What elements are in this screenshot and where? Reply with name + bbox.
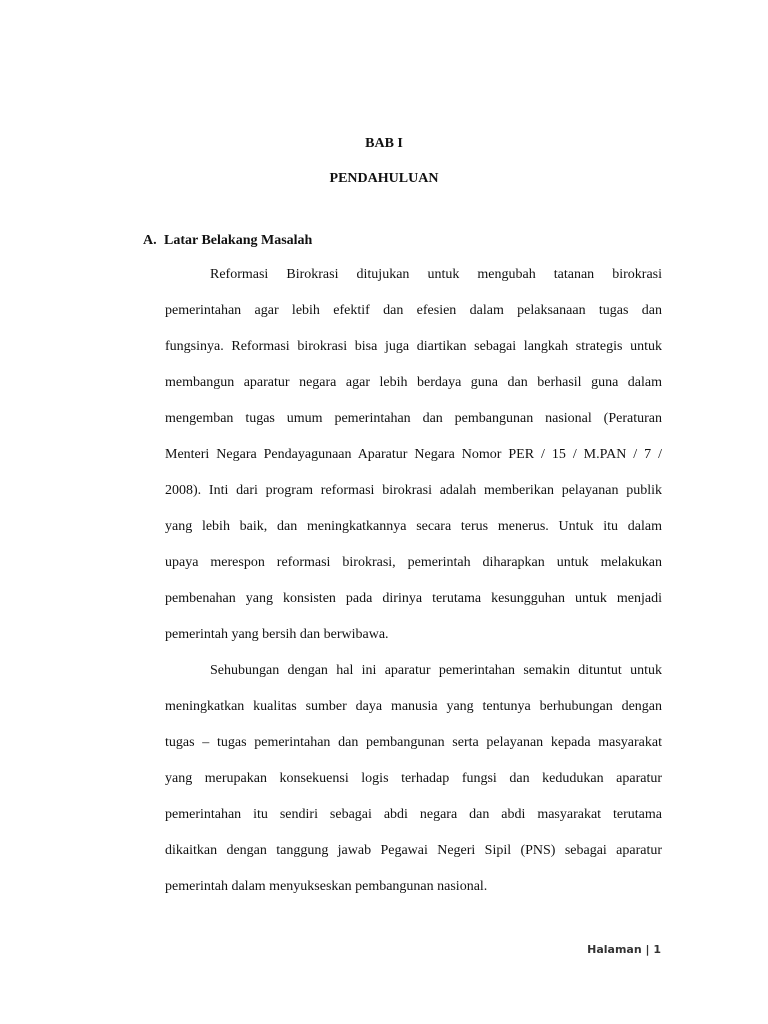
paragraph-line: Reformasi Birokrasi ditujukan untuk mengubah tatanan birokrasi xyxy=(210,267,662,282)
paragraph-line: membangun aparatur negara agar lebih berdaya guna dan berhasil guna dalam xyxy=(165,375,662,390)
section-heading xyxy=(143,233,312,249)
paragraph-line: yang lebih baik, dan meningkatkannya secara terus menerus. Untuk itu dalam xyxy=(165,519,662,534)
paragraph-line: meningkatkan kualitas sumber daya manusia yang tentunya berhubungan dengan xyxy=(165,699,662,714)
paragraph-line: mengemban tugas umum pemerintahan dan pembangunan nasional (Peraturan xyxy=(165,411,662,426)
paragraph-line: upaya merespon reformasi birokrasi, pemerintah diharapkan untuk melakukan xyxy=(165,555,662,570)
page-number-footer: Halaman | 1 xyxy=(587,943,661,956)
paragraph-line: pembenahan yang konsisten pada dirinya terutama kesungguhan untuk menjadi xyxy=(165,591,662,606)
paragraph-line: pemerintah dalam menyukseskan pembangunan nasional. xyxy=(165,879,488,894)
paragraph-line: yang merupakan konsekuensi logis terhadap fungsi dan kedudukan aparatur xyxy=(165,771,662,786)
chapter-title: PENDAHULUAN xyxy=(329,171,439,186)
paragraph-line: Sehubungan dengan hal ini aparatur pemerintahan semakin dituntut untuk xyxy=(210,663,662,678)
section-number: A. xyxy=(143,233,157,248)
paragraph-line: tugas – tugas pemerintahan dan pembangunan serta pelayanan kepada masyarakat xyxy=(165,735,662,750)
section-title: Latar Belakang Masalah xyxy=(164,233,313,248)
paragraph-line: pemerintah yang bersih dan berwibawa. xyxy=(165,627,389,642)
paragraph-line: Menteri Negara Pendayagunaan Aparatur Negara Nomor PER / 15 / M.PAN / 7 / xyxy=(165,447,662,462)
paragraph-line: fungsinya. Reformasi birokrasi bisa juga diartikan sebagai langkah strategis untuk xyxy=(165,339,662,354)
paragraph-line: 2008). Inti dari program reformasi birokrasi adalah memberikan pelayanan publik xyxy=(165,483,662,498)
paragraph-line: pemerintahan agar lebih efektif dan efesien dalam pelaksanaan tugas dan xyxy=(165,303,662,318)
paragraph-line: dikaitkan dengan tanggung jawab Pegawai Negeri Sipil (PNS) sebagai aparatur xyxy=(165,843,662,858)
paragraph-1 xyxy=(165,257,662,653)
paragraph-2 xyxy=(165,653,662,905)
paragraph-line: pemerintahan itu sendiri sebagai abdi negara dan abdi masyarakat terutama xyxy=(165,807,662,822)
chapter-label: BAB I xyxy=(365,136,403,151)
